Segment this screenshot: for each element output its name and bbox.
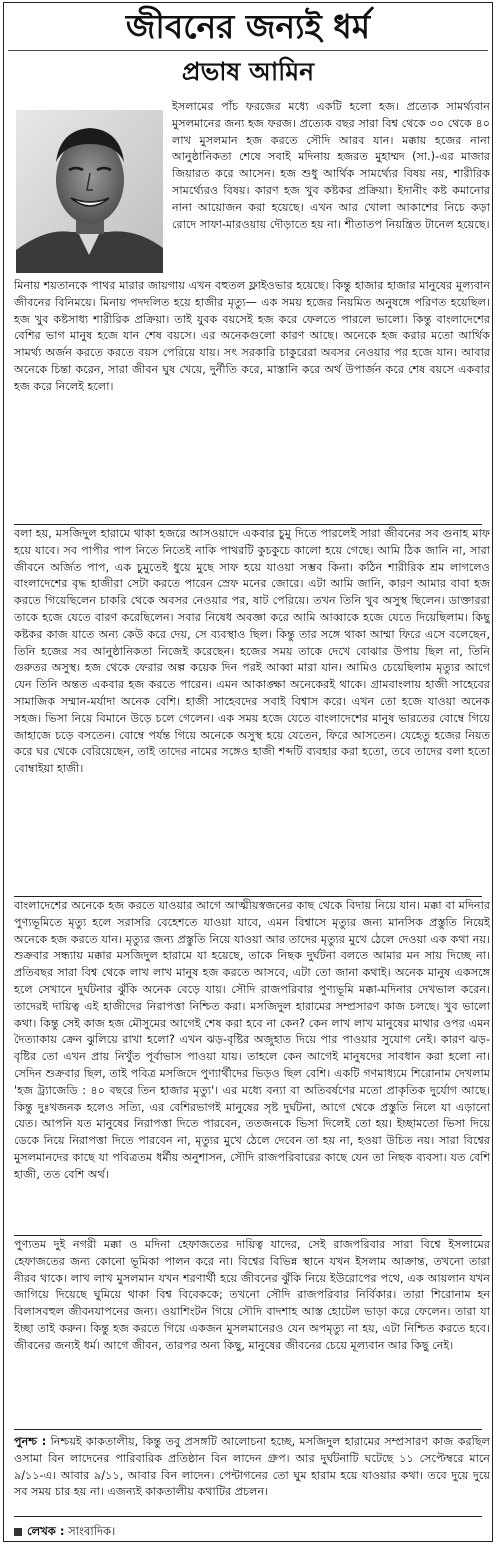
author-portrait-image [16, 110, 163, 273]
postscript-divider [14, 1429, 482, 1430]
paragraph-3: বাংলাদেশের অনেকে হজ করতে যাওয়ার আগে আত্মীয়স্বজনের কাছ থেকে বিদায় নিয়ে যান। মক্কা বা মদিনার পুণ্যভূমিতে মৃত্যু হলে সরাসরি বেহেশতে যাওয়া যাবে, এমন বিশ্বাসে মৃত্যুর জন্য মানসিক প্রস্তুতি নিয়েই অনেকে হজ করতে যান। মৃত্যুর জন্য প্রস্তুতি নিয়ে যাওয়া আর তাদের মৃত্যুর মুখে ঠেলে দেওয়া এক কথা নয়। শুক্রবার সন্ধ্যায় মক্কার মসজিদুল হারামে যা হয়েছে, তাকে নিছক দুর্ঘটনা বলতে আমার মন সায় দিচ্ছে না। প্রতিবছর সারা বিশ্ব থেকে লাখ লাখ মানুষ হজ করতে আসবে, এটা তো জানা কথাই। অনেক মানুষ একসঙ্গে হলে সেখানে দুর্ঘটনার ঝুঁকি অনেক বেড়ে যায়। সৌদি রাজপরিবার পুণ্যভূমি মক্কা-মদিনার দেখভাল করেন। তাদেরই দায়িত্ব এই হাজীদের নিরাপত্তা নিশ্চিত করা। মসজিদুল হারামের সম্প্রসারণ কাজ চলছে। খুব ভালো কথা। কিন্তু সেই কাজ হজ মৌসুমের আগেই শেষ করা হবে না কেন? কেন লাখ লাখ মানুষের মাথার ওপর এমন দৈত্যাকায় ক্রেন ঝুলিয়ে রাখা হলো? এখন ঝড়-বৃষ্টির অজুহাত দিয়ে পার পাওয়ার সুযোগ নেই। কারণ ঝড়-বৃষ্টির তো এখন প্রায় নিখুঁত পূর্বাভাস পাওয়া যায়। তাহলে কেন আগেই মানুষদের সাবধান করা হলো না। সেদিন শুক্রবার ছিল, তাই পবিত্র মসজিদে পুণ্যার্থীদের ভিড়ও ছিল বেশি। একটি গণমাধ্যমে শিরোনাম দেখলাম 'হজ ট্র্যাজেডি : ৪০ বছরে তিন হাজার মৃত্যু'। এর মধ্যে বন্যা বা অতিবর্ষণের মতো প্রাকৃতিক দুর্যোগ আছে। কিন্তু দুঃখজনক হলেও সত্যি, এর বেশিরভাগই মানুষের সৃষ্ট দুর্ঘটনা, আগে থেকে প্রস্তুতি নিলে যা এড়ানো যেত। আপনি যত মানুষের নিরাপত্তা দিতে পারবেন, ততজনকে ভিসা দিলেই তো হয়। ইচ্ছামতো ভিসা দিয়ে ডেকে নিয়ে নিরাপত্তা দিতে পারবেন না, মৃত্যুর মুখে ঠেলে দেবেন তা হয় না, হওয়া উচিত নয়। সারা বিশ্বের মুসলমানদের কাছে যা পবিত্রতম ধর্মীয় অনুশাসন, সৌদি রাজপরিবারের কাছে যেন তা নিছক ব্যবসা। যত বেশি হাজী, তত বেশি অর্থ। [14, 899, 490, 1181]
footer-divider [14, 1516, 482, 1517]
intro-paragraph: ইসলামের পাঁচ ফরজের মধ্যে একটি হলো হজ। প্রত্যেক সামর্থ্যবান মুসলমানের জন্য হজ ফরজ। প্রত্যেক বছর সারা বিশ্ব থেকে ৩০ থেকে ৪০ লাখ মুসলমান হজ করতে সৌদি আরব যান। মক্কায় হজের নানা আনুষ্ঠানিকতা শেষে সবাই মদিনায় হজরত মুহাম্মদ (সা.)-এর মাজার জিয়ারত করে আসেন। হজ শুধু আর্থিক সামর্থ্যের বিষয় নয়, শারীরিক সামর্থ্যেরও বিষয়। কারণ হজ খুব কষ্টকর প্রক্রিয়া। ইদানীং কষ্ট কমানোর নানা আয়োজন করা হয়েছে। এখন আর খোলা আকাশের নিচে কড়া রোদে সাফা-মারওয়ায় দৌড়াতে হয় না। শীতাতপ নিয়ন্ত্রিত টানেল হয়েছে। [172, 100, 490, 231]
paragraph-divider [14, 524, 482, 525]
paragraph-4: পুণ্যতম দুই নগরী মক্কা ও মদিনা হেফাজতের দায়িত্ব যাদের, সেই রাজপরিবার সারা বিশ্বে ইসলামের হেফাজতের জন্য কোনো ভূমিকা পালন করে না। বিশ্বের বিভিন্ন স্থানে যখন ইসলাম আক্রান্ত, তখনো তারা নীরব থাকে। লাখ লাখ মুসলমান যখন শরণার্থী হয়ে জীবনের ঝুঁকি নিয়ে ইউরোপের পথে, এক আয়লান যখন জাগিয়ে দিয়েছে ঘুমিয়ে থাকা বিশ্ব বিবেককে; তখনো সৌদি রাজপরিবার নির্বিকার। তারা শিরোনাম হন বিলাসবহুল জীবনযাপনের জন্য। ওয়াশিংটন গিয়ে সৌদি বাদশাহ আস্ত হোটেল ভাড়া করে ফেলেন। তারা যা ইচ্ছা তাই করুন। কিন্তু হজ করতে গিয়ে একজন মুসলমানেরও যেন অপমৃত্যু না হয়, এটা নিশ্চিত করতে হবে। জীবনের জন্যই ধর্ম। আগে জীবন, তারপর অন্য কিছু, মানুষের জীবনের চেয়ে মূল্যবান আর কিছু নেই। [14, 1238, 490, 1352]
postscript-label: পুনশ্চ : [14, 1435, 47, 1448]
author-byline: প্রভাষ আমিন [181, 57, 315, 86]
square-bullet-icon [14, 1528, 22, 1536]
author-note-label: লেখক : [27, 1524, 65, 1538]
article-frame [3, 2, 493, 1542]
author-role: সাংবাদিক। [68, 1524, 116, 1538]
author-photo [16, 110, 163, 273]
paragraph-1-continued: মিনায় শয়তানকে পাথর মারার জায়গায় এখন বহুতল ফ্লাইওভার হয়েছে। কিন্তু হাজার হাজার মানুষের মূল্যবান জীবনের বিনিময়ে। মিনায় পদদলিত হয়ে হাজীর মৃত্যু— এক সময় হজের নিয়মিত অনুষঙ্গে পরিণত হয়েছিল। হজ খুব কষ্টসাধ্য শারীরিক প্রক্রিয়া। তাই যুবক বয়সেই হজ করে ফেলতে পারলে ভালো। কিন্তু বাংলাদেশের বেশির ভাগ মানুষ হজে যান শেষ বয়সে। এর অনেকগুলো কারণ আছে। অনেকে হজ করার মতো আর্থিক সামর্থ্য অর্জন করতে করতে বয়স পেরিয়ে যায়। সৎ সরকারি চাকুরেরা অবসর নেওয়ার পর হজে যান। আবার অনেকে চিন্তা করেন, সারা জীবন ঘুষ খেয়ে, দুর্নীতি করে, মাস্তানি করে অর্থ উপার্জন করে শেষ বয়সে একবার হজ করে নিলেই হলো। [14, 279, 490, 393]
paragraph-divider [14, 896, 482, 897]
article-title: জীবনের জন্যই ধর্ম [125, 7, 371, 46]
postscript-text: নিশ্চয়ই কাকতালীয়, কিন্তু তবু প্রসঙ্গটি আলোচনা হচ্ছে, মসজিদুল হারামের সম্প্রসারণ কাজ করছিল ওসামা বিন লাদেনের পারিবারিক প্রতিষ্ঠান বিন লাদেন গ্রুপ। আর দুর্ঘটনাটি ঘটেছে ১১ সেপ্টেম্বরে মানে ৯/১১-এ। আবার ৯/১১, আবার বিন লাদেন। পেন্টাগনের তো ঘুম হারাম হয়ে যাওয়ার কথা। তবে দুয়ে দুয়ে সব সময় চার হয় না। এজন্যই কাকতালীয় কথাটির প্রচলন। [14, 1435, 490, 1499]
paragraph-divider [14, 1235, 482, 1236]
author-note [14, 1523, 115, 1539]
paragraph-2: বলা হয়, মসজিদুল হারামে থাকা হজরে আসওয়াদে একবার চুমু দিতে পারলেই সারা জীবনের সব গুনাহ মাফ হয়ে যাবে। সব পাপীর পাপ নিতে নিতেই নাকি পাথরটি কুচকুচে কালো হয়ে গেছে। আমি ঠিক জানি না, সারা জীবনে অর্জিত পাপ, এক চুমুতেই ধুয়ে মুছে সাফ হয়ে যাওয়া সম্ভব কিনা। কঠিন শারীরিক শ্রম লাগলেও বাংলাদেশের বৃদ্ধ হাজীরা সেটা করতে পারেন স্রেফ মনের জোরে। এটা আমি জানি, কারণ আমার বাবা হজ করতে গিয়েছিলেন চাকরি থেকে অবসর নেওয়ার পর, ষাট পেরিয়ে। তখন তিনি খুব অসুস্থ ছিলেন। ডাক্তাররা তাকে হজে যেতে বারণ করেছিলেন। সবার নিষেধ অবজ্ঞা করে আমি আব্বাকে হজে যেতে দিয়েছিলাম। কিছু কষ্টকর কাজ যাতে অন্য কেউ করে দেয়, সে ব্যবস্থাও ছিল। কিন্তু তার সঙ্গে থাকা আম্মা ফিরে এসে বলেছেন, তিনি হজের সব আনুষ্ঠানিকতা নিজেই করেছেন। হজের সময় তাকে দেখে বোঝার উপায় ছিল না, তিনি গুরুতর অসুস্থ। হজ থেকে ফেরার অল্প কয়েক দিন পরই আব্বা মারা যান। আমিও চেয়েছিলাম মৃত্যুর আগে যেন তিনি অন্তত একবার হজ করতে পারেন। এমন আকাঙ্ক্ষা অনেকেরই থাকে। গ্রামবাংলায় হাজী সাহেবের সামাজিক সম্মান-মর্যাদা অনেক বেশি। হাজী সাহেবদের সবাই বিশ্বাস করে। এখন তো হজে যাওয়া অনেক সহজ। ভিসা নিয়ে বিমানে উড়ে চলে গেলেন। এক সময় হজে যেতে বাংলাদেশের মানুষ ভারতের বোম্বে গিয়ে জাহাজে চড়ে বসতেন। বোম্বে পর্যন্ত গিয়ে অনেকে অসুস্থ হয়ে যেতেন, ফিরে আসতেন। যেহেতু হজের নিয়ত করে ঘর থেকে বেরিয়েছেন, তাই তাদের নামের সঙ্গেও হাজী শব্দটি ব্যবহার করা হতো, তবে তাদের বলা হতো বোম্বাইয়া হাজী। [14, 527, 490, 776]
postscript-paragraph [14, 1434, 490, 1501]
title-rule [8, 50, 488, 51]
